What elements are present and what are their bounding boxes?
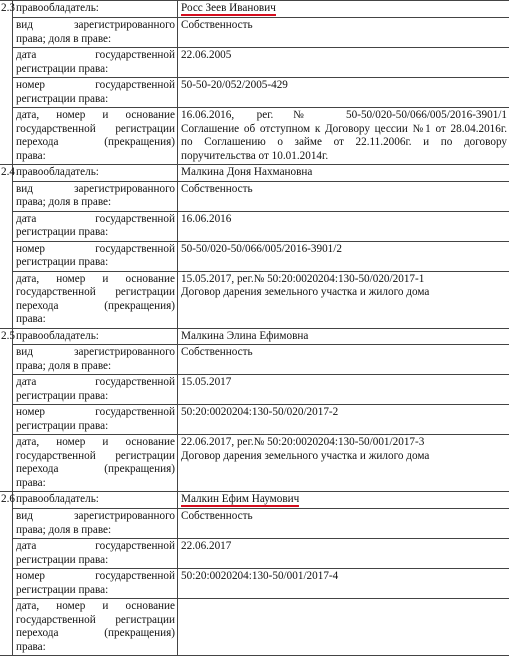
label-line: государственной регистрации xyxy=(16,613,175,626)
reg-date-value: 22.06.2005 xyxy=(178,48,509,78)
label-line: регистрации права: xyxy=(16,419,109,432)
label-line: государственной регистрации xyxy=(16,122,175,135)
label-line: права: xyxy=(16,149,46,162)
owner-name-cell xyxy=(178,1,509,18)
transfer-row xyxy=(0,599,509,656)
transfer-value xyxy=(178,108,509,165)
owner-row xyxy=(0,165,509,182)
label-line: дата, номер и основание xyxy=(16,272,175,285)
label-line: дата государственной xyxy=(16,49,175,61)
right-kind-row xyxy=(0,509,509,539)
record-number: 2.6 xyxy=(0,492,13,656)
reg-date-value: 22.06.2017 xyxy=(178,539,509,569)
label-line: регистрации права: xyxy=(16,389,109,402)
reg-date-row xyxy=(0,375,509,405)
reg-number-row xyxy=(0,241,509,271)
label-line: перехода (прекращения) xyxy=(16,463,175,475)
owner-name: Малкина Доня Нахмановна xyxy=(181,166,313,178)
reg-date-row xyxy=(0,48,509,78)
right-kind-value: Собственность xyxy=(178,509,509,539)
transfer-label xyxy=(13,435,178,492)
reg-date-label xyxy=(13,539,178,569)
right-kind-label xyxy=(13,345,178,375)
reg-number-label xyxy=(13,78,178,108)
reg-number-value: 50:20:0020204:130-50/020/2017-2 xyxy=(178,405,509,435)
label-line: регистрации права: xyxy=(16,62,109,75)
reg-number-value: 50:20:0020204:130-50/001/2017-4 xyxy=(178,569,509,599)
owner-name-cell xyxy=(178,165,509,182)
transfer-line: Соглашение об отступном к Договору цессии №1 от 28.04.2016г. xyxy=(181,122,507,135)
transfer-label xyxy=(13,108,178,165)
label-line: номер государственной xyxy=(16,79,175,91)
label-line: дата, номер и основание xyxy=(16,600,175,612)
label-line: регистрации права: xyxy=(16,226,109,238)
right-kind-row xyxy=(0,181,509,211)
reg-date-row xyxy=(0,539,509,569)
transfer-label xyxy=(13,599,178,656)
right-kind-label xyxy=(13,509,178,539)
label-line: права: xyxy=(16,313,46,325)
record-number: 2.4 xyxy=(0,165,13,329)
label-line: перехода (прекращения) xyxy=(16,299,175,312)
transfer-line: 15.05.2017, рег.№ 50:20:0020204:130-50/020/2017-1 xyxy=(181,272,425,285)
transfer-value xyxy=(178,271,509,328)
transfer-row xyxy=(0,271,509,328)
transfer-line: поручительства от 10.01.2014г. xyxy=(181,149,329,162)
reg-number-value: 50-50/020-50/066/005/2016-3901/2 xyxy=(178,241,509,271)
transfer-value xyxy=(178,599,509,656)
reg-date-label xyxy=(13,211,178,241)
reg-number-value: 50-50-20/052/2005-429 xyxy=(178,78,509,108)
record-number: 2.3 xyxy=(0,1,13,165)
reg-date-label xyxy=(13,48,178,78)
transfer-row xyxy=(0,108,509,165)
label-line: регистрации права: xyxy=(16,92,109,105)
transfer-line: 16.06.2016, рег.№ 50-50/020-50/066/005/2016-3901/1 xyxy=(181,109,507,121)
reg-date-row xyxy=(0,211,509,241)
label-line: дата государственной xyxy=(16,376,175,388)
label-line: дата государственной xyxy=(16,540,175,552)
owner-row xyxy=(0,492,509,509)
right-kind-row xyxy=(0,18,509,48)
owner-label: правообладатель: xyxy=(13,165,178,182)
label-line: дата, номер и основание xyxy=(16,436,175,448)
right-kind-label xyxy=(13,18,178,48)
label-line: номер государственной xyxy=(16,242,175,255)
label-line: права; доля в праве: xyxy=(16,32,112,45)
reg-date-label xyxy=(13,375,178,405)
record-number: 2.5 xyxy=(0,328,13,492)
owner-row xyxy=(0,328,509,345)
transfer-value xyxy=(178,435,509,492)
transfer-line: по Соглашению о займе от 22.11.2006г. и по договору xyxy=(181,136,507,148)
owner-label: правообладатель: xyxy=(13,328,178,345)
reg-number-label xyxy=(13,241,178,271)
label-line: вид зарегистрированного xyxy=(16,19,175,31)
label-line: вид зарегистрированного xyxy=(16,346,175,358)
label-line: дата государственной xyxy=(16,212,175,225)
label-line: вид зарегистрированного xyxy=(16,510,175,522)
label-line: регистрации права: xyxy=(16,583,109,596)
label-line: вид зарегистрированного xyxy=(16,182,175,195)
owner-label: правообладатель: xyxy=(13,492,178,509)
transfer-line: Договор дарения земельного участка и жилого дома xyxy=(181,449,430,462)
transfer-row xyxy=(0,435,509,492)
owner-name: Росс Зеев Иванович xyxy=(181,2,276,14)
right-kind-value: Собственность xyxy=(178,181,509,211)
label-line: государственной регистрации xyxy=(16,449,175,462)
reg-date-value: 15.05.2017 xyxy=(178,375,509,405)
reg-number-row xyxy=(0,569,509,599)
label-line: права; доля в праве: xyxy=(16,196,112,208)
label-line: права: xyxy=(16,476,46,489)
reg-number-row xyxy=(0,405,509,435)
right-kind-row xyxy=(0,345,509,375)
owner-name: Малкин Ефим Наумович xyxy=(181,493,300,505)
label-line: дата, номер и основание xyxy=(16,109,175,121)
owner-row xyxy=(0,1,509,18)
label-line: права; доля в праве: xyxy=(16,359,112,372)
transfer-line: Договор дарения земельного участка и жилого дома xyxy=(181,286,430,298)
right-kind-value: Собственность xyxy=(178,18,509,48)
label-line: номер государственной xyxy=(16,570,175,582)
right-kind-value: Собственность xyxy=(178,345,509,375)
reg-number-label xyxy=(13,569,178,599)
label-line: регистрации права: xyxy=(16,256,109,268)
label-line: права: xyxy=(16,640,46,653)
owner-name-cell xyxy=(178,328,509,345)
label-line: регистрации права: xyxy=(16,553,109,566)
label-line: перехода (прекращения) xyxy=(16,627,175,639)
label-line: права; доля в праве: xyxy=(16,523,112,536)
owner-name-cell xyxy=(178,492,509,509)
label-line: номер государственной xyxy=(16,406,175,418)
reg-number-row xyxy=(0,78,509,108)
transfer-label xyxy=(13,271,178,328)
transfer-line: 22.06.2017, рег.№ 50:20:0020204:130-50/001/2017-3 xyxy=(181,436,425,448)
label-line: перехода (прекращения) xyxy=(16,136,175,148)
owner-label: правообладатель: xyxy=(13,1,178,18)
reg-number-label xyxy=(13,405,178,435)
reg-date-value: 16.06.2016 xyxy=(178,211,509,241)
label-line: государственной регистрации xyxy=(16,286,175,298)
right-kind-label xyxy=(13,181,178,211)
owner-name: Малкина Элина Ефимовна xyxy=(181,329,309,342)
